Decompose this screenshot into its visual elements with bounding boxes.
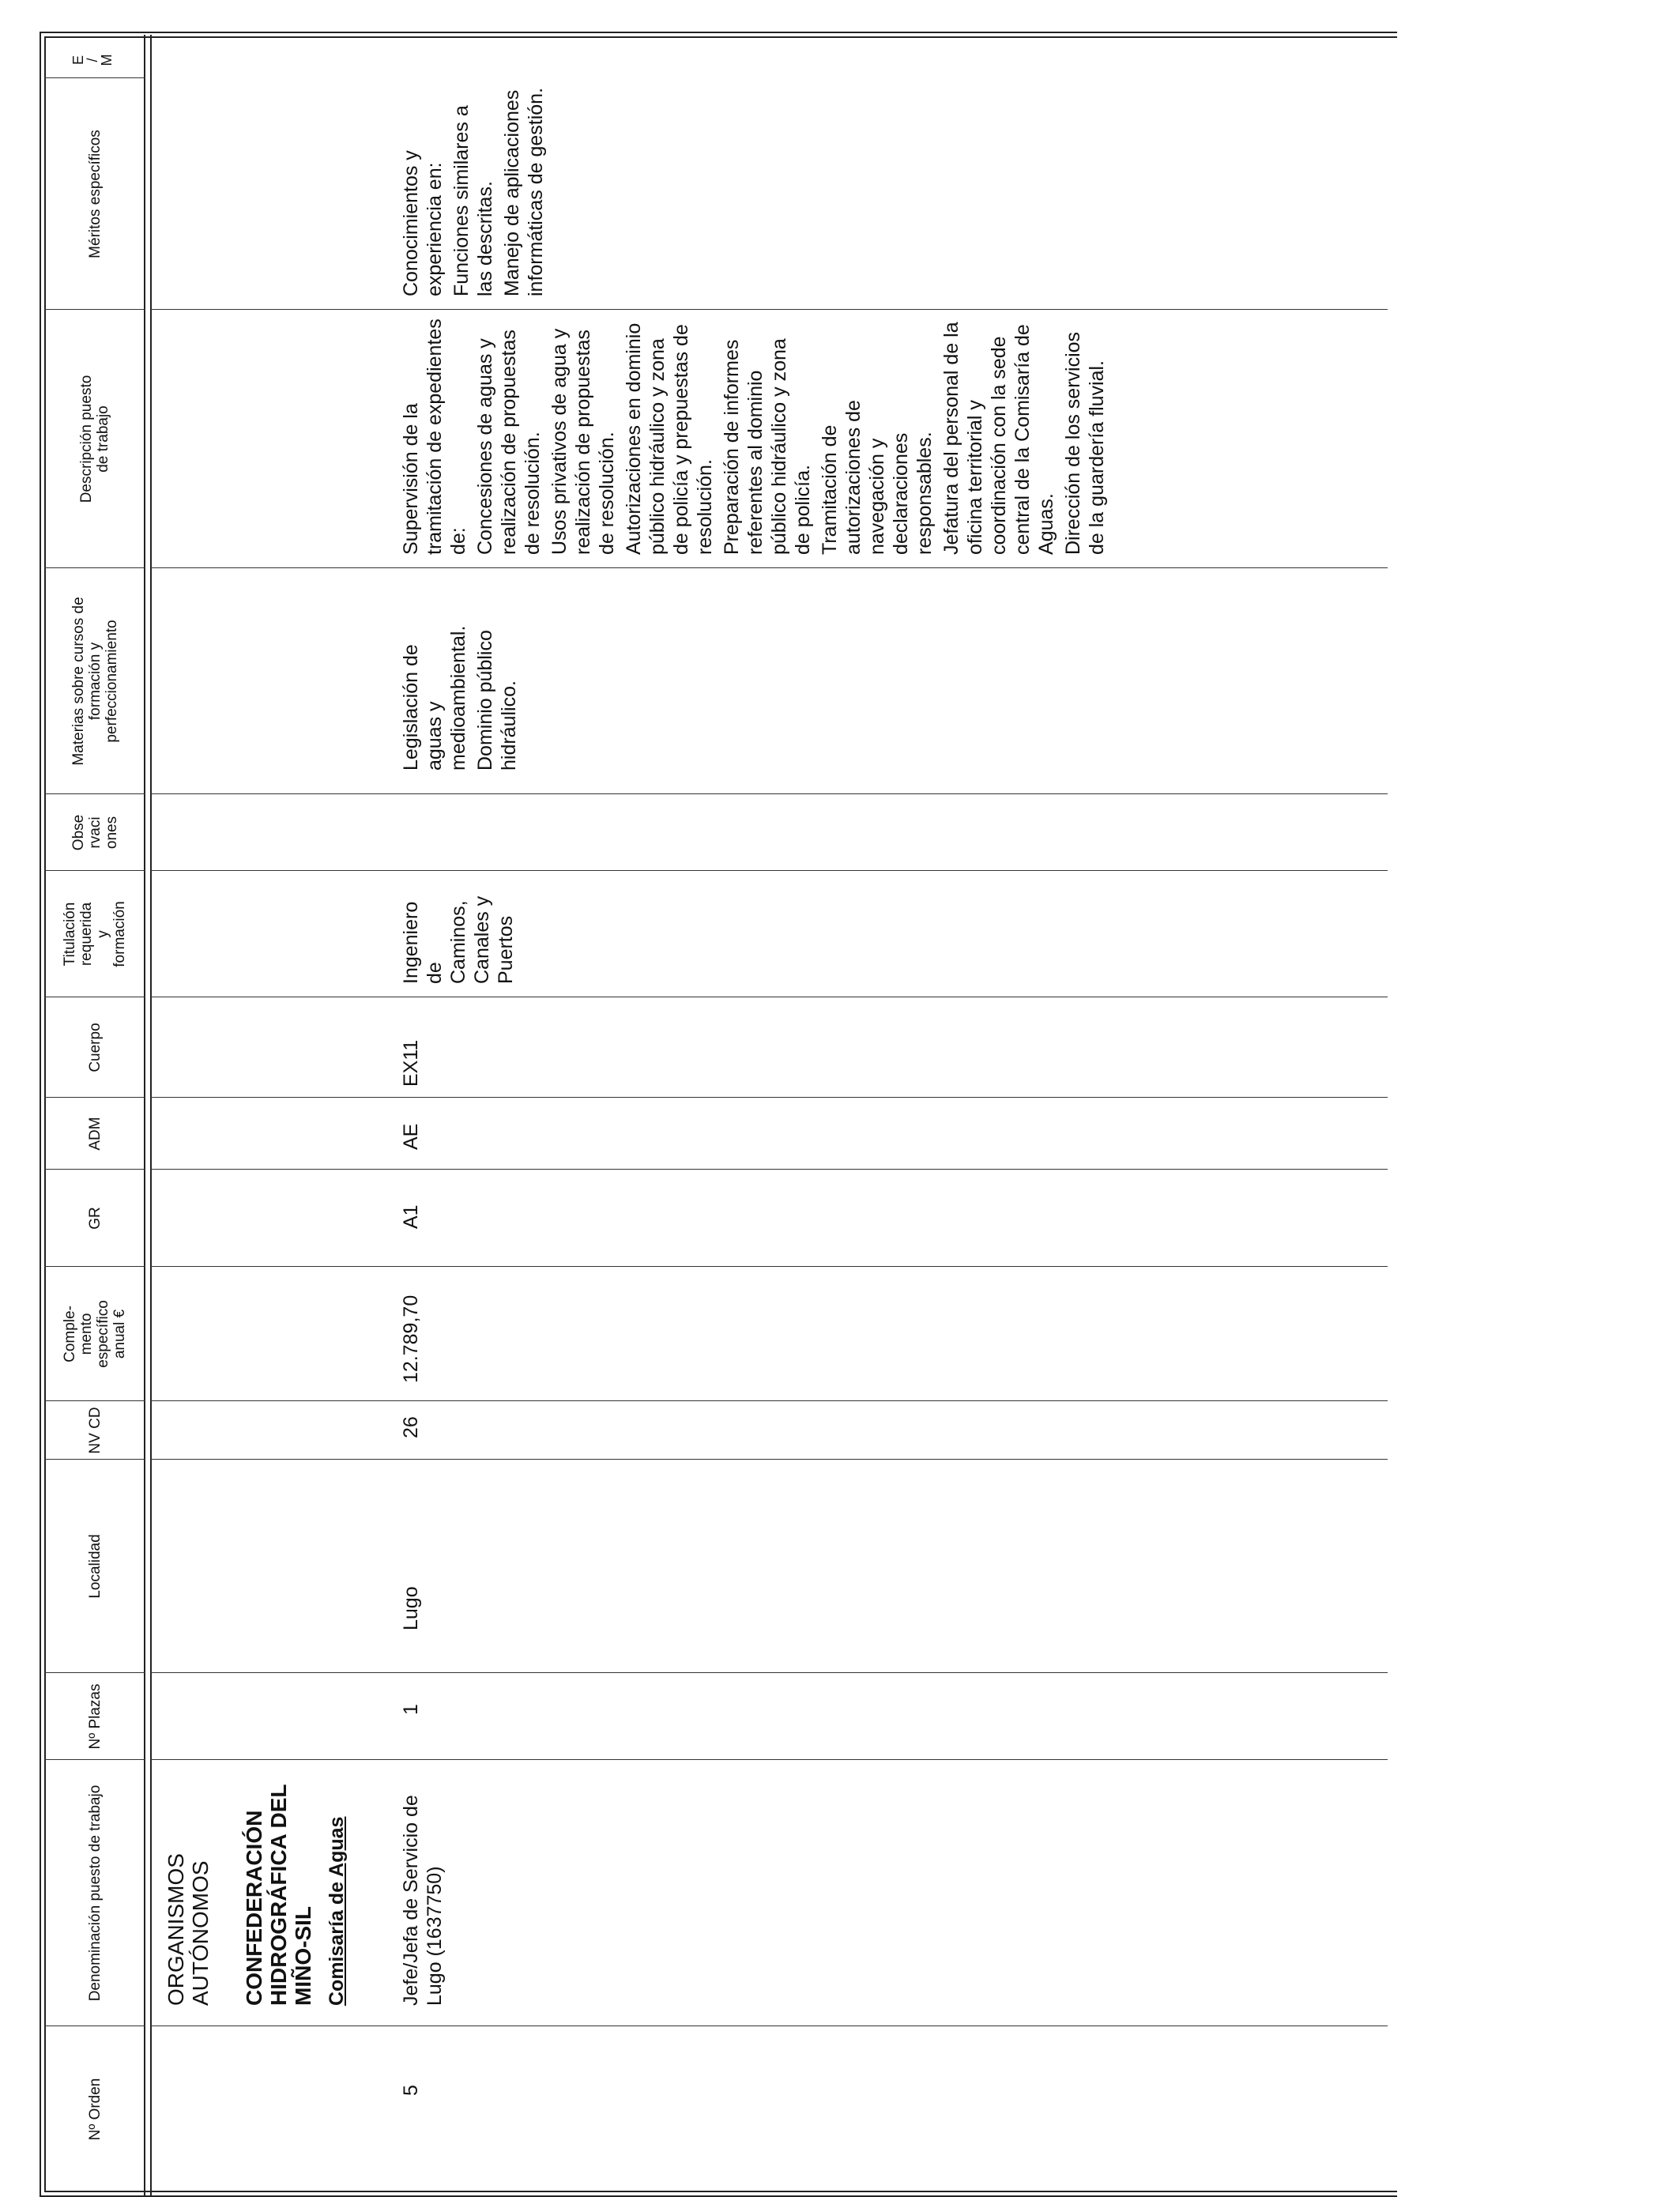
column-divider xyxy=(150,309,1388,310)
cell-n-plazas: 1 xyxy=(400,1704,422,1715)
descripcion-line: Preparación de informes referentes al dominio público hidráulico y zona de policía. xyxy=(721,338,814,555)
meritos-line: Manejo de aplicaciones informáticas de gestión. xyxy=(501,87,547,296)
column-divider xyxy=(150,1672,1388,1673)
section-confederacion: CONFEDERACIÓN HIDROGRÁFICA DEL MIÑO-SIL xyxy=(242,1784,315,2006)
header-separator xyxy=(150,35,152,2197)
cell-materias xyxy=(399,605,524,771)
cell-nv-cd: 26 xyxy=(400,1416,422,1438)
meritos-line: Funciones similares a las descritas. xyxy=(450,105,496,296)
column-divider xyxy=(150,870,1388,871)
column-divider xyxy=(150,793,1388,794)
descripcion-line: Jefatura del personal de la oficina territorial y coordinación con la sede central de la Comisaría de Aguas. xyxy=(940,322,1057,555)
header-meritos: Méritos específicos xyxy=(86,130,104,258)
column-divider xyxy=(150,1169,1388,1170)
section-organismos: ORGANISMOS AUTÓNOMOS xyxy=(164,1853,213,2006)
column-divider xyxy=(150,1759,1388,1760)
header-localidad: Localidad xyxy=(86,1534,104,1599)
descripcion-line: Tramitación de autorizaciones de navegación y declaraciones responsables. xyxy=(819,400,936,555)
header-observaciones: Obse rvaci ones xyxy=(70,814,120,851)
header-materias: Materias sobre cursos de formación y perfeccionamiento xyxy=(70,597,120,766)
materias-line: Legislación de aguas y medioambiental. xyxy=(400,625,469,771)
cell-cuerpo: EX11 xyxy=(400,1039,422,1087)
meritos-line: Conocimientos y experiencia en: xyxy=(400,150,446,296)
descripcion-line: Autorizaciones en dominio público hidráulico y zona de policía y prepuestas de resolución. xyxy=(623,322,716,555)
header-descripcion: Descripción puesto de trabajo xyxy=(78,375,111,503)
column-divider xyxy=(150,567,1388,568)
header-em: E / M xyxy=(70,54,115,66)
column-divider xyxy=(150,1097,1388,1098)
header-titulacion: Titulación requerida y formación xyxy=(62,901,128,967)
header-adm: ADM xyxy=(86,1117,104,1151)
cell-titulacion: Ingeniero de Caminos, Canales y Puertos xyxy=(400,895,517,984)
column-divider xyxy=(150,1400,1388,1401)
cell-meritos xyxy=(399,83,551,296)
column-divider xyxy=(150,1459,1388,1460)
cell-n-orden: 5 xyxy=(400,2085,422,2096)
descripcion-line: Usos privativos de agua y realización de propuestas de resolución. xyxy=(548,328,618,555)
header-n-plazas: Nº Plazas xyxy=(86,1683,104,1750)
cell-descripcion xyxy=(399,314,1112,555)
cell-adm: AE xyxy=(400,1123,422,1150)
header-denominacion: Denominación puesto de trabajo xyxy=(86,1784,104,2002)
header-cuerpo: Cuerpo xyxy=(86,1023,104,1072)
materias-line: Dominio público hidráulico. xyxy=(474,630,520,771)
section-comisaria: Comisaría de Aguas xyxy=(326,1816,348,2006)
header-nv-cd: NV CD xyxy=(86,1407,104,1454)
header-n-orden: Nº Orden xyxy=(86,2078,104,2141)
cell-gr: A1 xyxy=(400,1204,422,1229)
descripcion-line: Dirección de los servicios de la guardería fluvial. xyxy=(1062,331,1108,555)
cell-denominacion: Jefe/Jefa de Servicio de Lugo (1637750) xyxy=(400,1795,446,2006)
column-divider xyxy=(150,1266,1388,1267)
header-complemento: Comple-mento específico anual € xyxy=(62,1300,128,1368)
descripcion-line: Supervisión de la tramitación de expedientes de: xyxy=(400,318,469,555)
cell-localidad: Lugo xyxy=(400,1586,422,1630)
header-gr: GR xyxy=(86,1207,104,1230)
rpt-table xyxy=(40,35,1387,2197)
descripcion-line: Concesiones de aguas y realización de propuestas de resolución. xyxy=(474,330,544,555)
cell-complemento: 12.789,70 xyxy=(400,1294,422,1383)
